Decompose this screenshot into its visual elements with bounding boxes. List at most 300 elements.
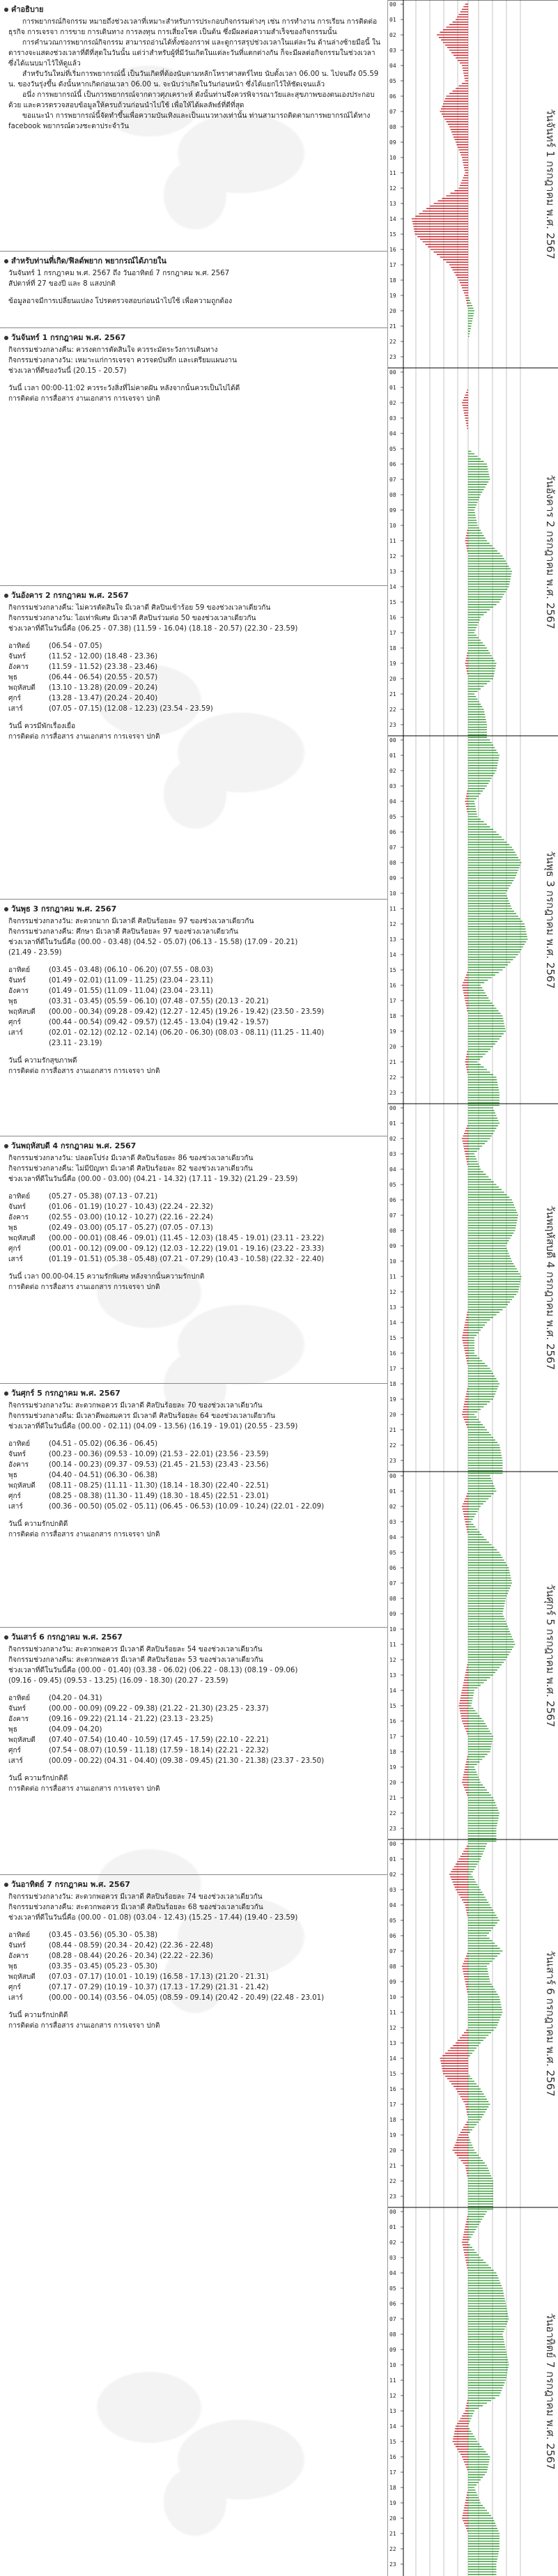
hour-tick-label: 12: [389, 553, 396, 560]
times-cell: (04.09 - 04.20): [49, 1726, 102, 1734]
day-summary-line: ช่วงเวลาที่ดีในวันนี้คือ (00.00 - 03.00) (04.21 - 14.32) (17.11 - 19.32) (21.29 - 23.59): [8, 1175, 298, 1183]
hourly-activity-chart: [388, 0, 558, 2576]
day-footer-line: การติดต่อ การสื่อสาร งานเอกสาร การเจรจา ปกติ: [8, 1067, 160, 1075]
times-cell: (00.36 - 00.50) (05.02 - 05.11) (06.45 - 06.53) (10.09 - 10.24) (22.01 - 22.09): [49, 1503, 325, 1511]
hour-tick-label: 21: [389, 691, 396, 697]
hour-tick-label: 22: [389, 1810, 396, 1817]
day-section: [0, 1874, 387, 2031]
day-summary-line: กิจกรรมช่วงกลางวัน: สะดวกมาก มีเวลาดี ศิลปินร้อยละ 97 ของช่วงเวลาเดียวกัน: [8, 918, 254, 925]
hour-tick-label: 19: [389, 661, 396, 667]
birthday-cell: พฤหัสบดี: [8, 1235, 36, 1242]
birthday-cell: เสาร์: [8, 705, 23, 713]
times-cell: (07.05 - 07.15) (12.08 - 12.23) (23.54 - 23.59): [49, 705, 213, 713]
spacer: [4, 958, 383, 965]
hour-tick-label: 03: [389, 1519, 396, 1525]
times-cell: (08.25 - 08.38) (11.30 - 11.49) (18.30 - 18.45) (22.51 - 23.01): [49, 1493, 269, 1500]
day-label: วันจันทร์ 1 กรกฎาคม พ.ศ. 2567: [544, 108, 557, 260]
hour-tick-label: 22: [389, 339, 396, 345]
hour-tick-label: 10: [389, 1258, 396, 1265]
bullet-icon: [4, 1144, 8, 1148]
hour-tick-label: 17: [389, 2101, 396, 2108]
hour-tick-label: 06: [389, 829, 396, 835]
times-cell: (00.00 - 00.01) (08.46 - 09.01) (11.45 - 12.03) (18.45 - 19.01) (23.11 - 23.22): [49, 1235, 325, 1242]
day-section: [0, 1627, 387, 1794]
day-footer-line: วันนี้ ควรมีพักเรื่องเยื่อ: [8, 723, 76, 730]
hour-tick-label: 10: [389, 890, 396, 897]
table-row: [8, 641, 383, 651]
birthday-cell: จันทร์: [8, 1451, 26, 1458]
hour-tick-label: 01: [389, 753, 396, 759]
times-cell: (08.28 - 08.44) (20.26 - 20.34) (22.22 - 22.36): [49, 1952, 213, 1960]
spacer: [4, 376, 383, 383]
day-section: [0, 1136, 387, 1293]
birthday-cell: พฤหัสบดี: [8, 1736, 36, 1744]
bullet-icon: [4, 259, 8, 263]
hour-tick-label: 22: [389, 2178, 396, 2184]
summary-line: สัปดาห์ที่ 27 ของปี และ 8 แสงปกติ: [8, 280, 116, 288]
hour-tick-label: 04: [389, 799, 396, 805]
section-title: [4, 589, 383, 601]
spacer: [4, 1185, 383, 1191]
hour-tick-label: 13: [389, 2040, 396, 2046]
day-summary-line: กิจกรรมช่วงกลางวัน: ไอเท่าพิเศษ มีเวลาดี ศิลปินร่วมต่อ 50 ของช่วงเวลาเดียวกัน: [8, 615, 256, 622]
explanation-paragraph: การพยากรณ์กิจกรรม หมายถึงช่วงเวลาที่เหมาะสำหรับการประกอบกิจกรรมต่างๆ เช่น การทำงาน การเรียน การติดต่อธุรกิจ การเจรจา การขาย การเดินทาง การลงทุน การเสี่ยงโชค เป็นต้น ซึ่งมีผลต่อความสำเร็จของกิจกรรมนั้น: [8, 18, 378, 36]
table-row: [8, 1202, 383, 1212]
hour-tick-label: 14: [389, 2423, 396, 2430]
table-row: [8, 1244, 383, 1254]
day-title: วันพุธ 3 กรกฎาคม พ.ศ. 2567: [11, 904, 117, 913]
hour-tick-label: 00: [389, 737, 396, 743]
hour-tick-label: 22: [389, 1074, 396, 1081]
birthday-times-table: [8, 1439, 383, 1512]
hour-tick-label: 11: [389, 1274, 396, 1280]
birthday-cell: อังคาร: [8, 987, 29, 995]
bullet-icon: [4, 1635, 8, 1640]
day-title: วันศุกร์ 5 กรกฎาคม พ.ศ. 2567: [11, 1389, 121, 1398]
summary-title: สำหรับท่านที่เกิด/ฟิลด์พยาก พยากรณ์ได้ภายใน: [11, 256, 166, 265]
chart-panel: [388, 0, 558, 2576]
times-cell: (08.44 - 08.59) (20.34 - 20.42) (22.36 - 22.48): [49, 1942, 213, 1950]
day-summary-line: ช่วงเวลาที่ดีในวันนี้คือ (00.00 - 01.40) (03.38 - 06.02) (06.22 - 08.13) (08.19 - 09.06): [8, 1667, 298, 1674]
explanation-title: คำอธิบาย: [11, 5, 44, 14]
table-row: [8, 1491, 383, 1502]
hour-tick-label: 06: [389, 461, 396, 468]
hour-tick-label: 07: [389, 1212, 396, 1219]
hour-tick-label: 05: [389, 814, 396, 820]
day-section: [0, 1383, 387, 1540]
section-title: [4, 902, 383, 915]
hour-tick-label: 04: [389, 431, 396, 437]
hour-tick-label: 12: [389, 185, 396, 192]
hour-tick-label: 09: [389, 875, 396, 881]
bullet-icon: [4, 8, 8, 12]
hour-tick-label: 02: [389, 1872, 396, 1878]
table-row: [8, 1470, 383, 1481]
table-row: [8, 1191, 383, 1202]
table-row: [8, 1745, 383, 1756]
day-title: วันเสาร์ 6 กรกฎาคม พ.ศ. 2567: [11, 1633, 123, 1642]
hour-tick-label: 08: [389, 124, 396, 130]
hour-tick-label: 03: [389, 783, 396, 789]
birthday-cell: พฤหัสบดี: [8, 1482, 36, 1490]
hour-tick-label: 15: [389, 967, 396, 973]
hour-tick-label: 00: [389, 1473, 396, 1479]
hour-tick-label: 12: [389, 2025, 396, 2031]
birthday-times-table: [8, 1930, 383, 2003]
times-cell: (00.44 - 00.54) (09.42 - 09.57) (12.45 - 13.04) (19.42 - 19.57): [49, 1019, 269, 1026]
birthday-cell: ศุกร์: [8, 1747, 22, 1754]
table-row: [8, 1254, 383, 1265]
times-cell: (00.00 - 00.14) (03.56 - 04.05) (08.59 - 09.14) (20.42 - 20.49) (22.48 - 23.01): [49, 1994, 325, 2002]
hour-tick-label: 23: [389, 2193, 396, 2200]
hour-tick-label: 22: [389, 2546, 396, 2552]
hour-tick-label: 10: [389, 155, 396, 161]
table-row: [8, 662, 383, 672]
hour-tick-label: 13: [389, 569, 396, 575]
bullet-icon: [4, 1883, 8, 1887]
hour-tick-label: 16: [389, 1350, 396, 1357]
hour-tick-label: 01: [389, 385, 396, 391]
times-cell: (07.54 - 08.07) (10.59 - 11.18) (17.59 - 18.14) (22.21 - 22.32): [49, 1747, 269, 1754]
spacer: [4, 1265, 383, 1272]
hour-tick-label: 07: [389, 1948, 396, 1954]
day-summary-line: กิจกรรมช่วงกลางวัน: เหมาะแก่การเจรจา ควรจดบันทึก และเตรียมแผนงาน: [8, 357, 237, 364]
hour-tick-label: 16: [389, 982, 396, 989]
hour-tick-label: 06: [389, 93, 396, 100]
birthday-cell: ศุกร์: [8, 695, 22, 702]
birthday-cell: เสาร์: [8, 1757, 23, 1765]
table-row: [8, 1017, 383, 1028]
hour-tick-label: 21: [389, 1059, 396, 1065]
hour-tick-label: 14: [389, 584, 396, 590]
hour-tick-label: 16: [389, 2086, 396, 2092]
times-cell: (07.03 - 07.17) (10.01 - 10.19) (16.58 - 17.13) (21.20 - 21.31): [49, 1973, 269, 1981]
hour-tick-label: 13: [389, 201, 396, 207]
birthday-times-table: [8, 965, 383, 1049]
spacer: [4, 1766, 383, 1773]
hour-tick-label: 05: [389, 78, 396, 84]
birthday-times-table: [8, 1693, 383, 1766]
hour-tick-label: 23: [389, 1090, 396, 1096]
hour-tick-label: 19: [389, 1028, 396, 1035]
table-row: [8, 1930, 383, 1941]
hour-tick-label: 09: [389, 1611, 396, 1617]
day-footer-line: วันนี้ ความรักปกติดี: [8, 1520, 68, 1528]
hour-tick-label: 10: [389, 1626, 396, 1633]
day-summary-line: กิจกรรมช่วงกลางคืน: มีเวลาดีพอสมควร มีเวลาดี ศิลปินร้อยละ 64 ของช่วงเวลาเดียวกัน: [8, 1412, 275, 1420]
hour-tick-label: 18: [389, 1749, 396, 1755]
hour-tick-label: 20: [389, 308, 396, 314]
section-title: [4, 1387, 383, 1399]
hour-tick-label: 09: [389, 139, 396, 146]
day-footer-line: วันนี้ ความรักปกติดี: [8, 2012, 68, 2019]
birthday-cell: จันทร์: [8, 1203, 26, 1211]
times-cell: (02.49 - 03.00) (05.17 - 05.27) (07.05 - 07.13): [49, 1224, 213, 1232]
hour-tick-label: 06: [389, 2301, 396, 2307]
hour-tick-label: 08: [389, 1596, 396, 1602]
table-row: [8, 1941, 383, 1951]
times-cell: (03.45 - 03.48) (06.10 - 06.20) (07.55 - 08.03): [49, 966, 213, 974]
hour-tick-label: 13: [389, 936, 396, 943]
hour-tick-label: 11: [389, 538, 396, 544]
hour-tick-label: 23: [389, 1826, 396, 1832]
hour-tick-label: 23: [389, 722, 396, 728]
hour-tick-label: 06: [389, 1565, 396, 1571]
birthday-cell: เสาร์: [8, 1029, 23, 1037]
hour-tick-label: 08: [389, 1964, 396, 1970]
birthday-cell: อาทิตย์: [8, 1440, 31, 1448]
hour-tick-label: 04: [389, 63, 396, 69]
table-row: [8, 1212, 383, 1223]
times-cell: (02.55 - 03.00) (10.12 - 10.27) (22.16 - 22.24): [49, 1214, 213, 1221]
hour-tick-label: 20: [389, 676, 396, 682]
hour-tick-label: 05: [389, 2285, 396, 2292]
table-row: [8, 1007, 383, 1017]
times-cell: (03.45 - 03.56) (05.30 - 05.38): [49, 1931, 158, 1939]
birthday-cell: ศุกร์: [8, 1493, 22, 1500]
day-footer-line: การติดต่อ การสื่อสาร งานเอกสาร การเจรจา ปกติ: [8, 2022, 160, 2030]
hour-tick-label: 19: [389, 293, 396, 299]
day-title: วันพฤหัสบดี 4 กรกฎาคม พ.ศ. 2567: [11, 1141, 137, 1150]
times-cell: (01.19 - 01.51) (05.38 - 05.48) (07.21 - 07.29) (10.43 - 10.58) (22.32 - 22.40): [49, 1256, 325, 1263]
hour-tick-label: 07: [389, 1580, 396, 1587]
table-row: [8, 1961, 383, 1972]
hour-tick-label: 05: [389, 1550, 396, 1556]
birthday-cell: อังคาร: [8, 1214, 29, 1221]
explanation-paragraph: การคำนวณการพยากรณ์กิจกรรม สามารถอ่านได้ทั้งช่องกราฟ และดูการสรุปช่วงเวลาในแต่ละวัน ด้านล่างซ้ายมือนี้ ในตารางจะแสดงช่วงเวลาที่ดีที่สุดในวันนั้น แต่ว่าสำหรับผู้ที่มีวันเกิดในแต่ละวันที่แตกต่างกัน ก็จะมีผลต่อกิจกรรมในช่วงเวลา ซึ่งได้แนบมาไว้ให้ดูแล้ว: [8, 39, 380, 68]
hour-tick-label: 17: [389, 1366, 396, 1372]
hour-tick-label: 02: [389, 400, 396, 406]
section-title: [4, 1878, 383, 1890]
table-row: [8, 1233, 383, 1244]
table-row: [8, 1693, 383, 1704]
birthday-cell: พฤหัสบดี: [8, 1008, 36, 1016]
day-title: วันอังคาร 2 กรกฎาคม พ.ศ. 2567: [11, 591, 129, 600]
times-cell: (08.11 - 08.25) (11.11 - 11.30) (18.14 - 18.30) (22.40 - 22.51): [49, 1482, 269, 1490]
day-summary-line: กิจกรรมช่วงกลางวัน: ปลอดโปร่ง มีเวลาดี ศิลปินร้อยละ 86 ของช่วงเวลาเดียวกัน: [8, 1155, 254, 1162]
hour-tick-label: 17: [389, 998, 396, 1004]
hour-tick-label: 02: [389, 32, 396, 38]
times-cell: (09.16 - 09.22) (21.14 - 21.22) (23.13 - 23.25): [49, 1715, 213, 1723]
hour-tick-label: 12: [389, 1657, 396, 1663]
hour-tick-label: 08: [389, 860, 396, 866]
day-footer-line: การติดต่อ การสื่อสาร งานเอกสาร การเจรจา ปกติ: [8, 1785, 160, 1793]
hour-tick-label: 14: [389, 1320, 396, 1326]
table-row: [8, 1449, 383, 1460]
spacer: [4, 1512, 383, 1519]
birthday-cell: จันทร์: [8, 977, 26, 985]
birthday-cell: ศุกร์: [8, 1245, 22, 1253]
hour-tick-label: 16: [389, 247, 396, 253]
hour-tick-label: 09: [389, 1979, 396, 1985]
day-label: วันเสาร์ 6 กรกฎาคม พ.ศ. 2567: [544, 1950, 557, 2097]
hour-tick-label: 22: [389, 1442, 396, 1449]
hour-tick-label: 03: [389, 415, 396, 422]
day-footer-line: วันนี้ ความรักปกติดี: [8, 1775, 68, 1782]
times-cell: (13.10 - 13.28) (20.09 - 20.24): [49, 684, 158, 692]
day-summary-line: กิจกรรมช่วงกลางวัน: สะดวกพอควร มีเวลาดี ศิลปินร้อยละ 70 ของช่วงเวลาเดียวกัน: [8, 1402, 263, 1410]
times-cell: (11.59 - 11.52) (23.38 - 23.46): [49, 663, 158, 671]
times-cell: (00.00 - 00.09) (09.22 - 09.38) (21.22 - 21.30) (23.25 - 23.37): [49, 1705, 269, 1713]
times-cell: (00.09 - 00.22) (04.31 - 04.40) (09.38 - 09.45) (21.30 - 21.38) (23.37 - 23.50): [49, 1757, 325, 1765]
hour-tick-label: 03: [389, 1151, 396, 1157]
hour-tick-label: 20: [389, 1780, 396, 1786]
day-footer-line: การติดต่อ การสื่อสาร งานเอกสาร การเจรจา ปกติ: [8, 1283, 160, 1291]
hour-tick-label: 11: [389, 170, 396, 176]
table-row: [8, 996, 383, 1007]
bullet-icon: [4, 336, 8, 340]
day-title: วันจันทร์ 1 กรกฎาคม พ.ศ. 2567: [11, 333, 126, 342]
times-cell: (01.49 - 02.01) (11.09 - 11.25) (23.04 - 23.11): [49, 977, 213, 985]
birthday-cell: เสาร์: [8, 1503, 23, 1511]
hour-tick-label: 12: [389, 2393, 396, 2399]
hour-tick-label: 21: [389, 1795, 396, 1801]
hour-tick-label: 11: [389, 906, 396, 912]
hour-tick-label: 16: [389, 615, 396, 621]
hour-tick-label: 10: [389, 1994, 396, 2000]
summary-note: ข้อมูลอาจมีการเปลี่ยนแปลง โปรดตรวจสอบก่อนนำไปใช้ เพื่อความถูกต้อง: [8, 298, 233, 305]
birthday-cell: พุธ: [8, 1726, 17, 1734]
times-cell: (01.06 - 01.19) (10.27 - 10.43) (22.24 - 22.32): [49, 1203, 213, 1211]
hour-tick-label: 20: [389, 1412, 396, 1418]
hour-tick-label: 02: [389, 2239, 396, 2246]
hour-tick-label: 11: [389, 2377, 396, 2384]
hour-tick-label: 00: [389, 2209, 396, 2215]
hour-tick-label: 11: [389, 2010, 396, 2016]
birthday-cell: ศุกร์: [8, 1019, 22, 1026]
times-cell: (06.54 - 07.05): [49, 642, 102, 650]
spacer: [4, 289, 383, 296]
hour-tick-label: 20: [389, 2147, 396, 2154]
spacer: [4, 1686, 383, 1693]
watermark-emblem: [42, 2334, 348, 2543]
birthday-cell: อาทิตย์: [8, 1193, 31, 1201]
hour-tick-label: 21: [389, 323, 396, 330]
hour-tick-label: 21: [389, 2163, 396, 2169]
hour-tick-label: 10: [389, 2362, 396, 2368]
hour-tick-label: 09: [389, 507, 396, 514]
hour-tick-label: 21: [389, 1427, 396, 1433]
day-summary-line: (09.16 - 09.45) (09.53 - 13.25) (16.09 - 18.30) (20.27 - 23.59): [8, 1677, 228, 1685]
explanation-paragraph: ขอแนะนำ การพยากรณ์นี้จัดทำขึ้นเพื่อความบันเทิงและเป็นแนวทางเท่านั้น ท่านสามารถติดตามการพยากรณ์ได้ทาง facebook พยากรณ์ดวงชะตาประจำวัน: [8, 112, 371, 130]
hour-tick-label: 18: [389, 1381, 396, 1387]
bullet-icon: [4, 594, 8, 598]
hour-tick-label: 19: [389, 2500, 396, 2506]
hour-tick-label: 13: [389, 1672, 396, 1679]
birthday-cell: จันทร์: [8, 1942, 26, 1950]
day-summary-line: (21.49 - 23.59): [8, 949, 62, 957]
table-row: [8, 1725, 383, 1735]
birthday-cell: เสาร์: [8, 1256, 23, 1263]
table-row: [8, 1982, 383, 1993]
day-label: วันอาทิตย์ 7 กรกฎาคม พ.ศ. 2567: [544, 2313, 557, 2470]
hour-tick-label: 15: [389, 231, 396, 238]
times-cell: (03.35 - 03.45) (05.23 - 05.30): [49, 1963, 158, 1970]
table-row: [8, 1704, 383, 1714]
table-row: [8, 986, 383, 996]
hour-tick-label: 05: [389, 1918, 396, 1924]
birthday-cell: อังคาร: [8, 663, 29, 671]
day-summary-line: ช่วงเวลาที่ดีในวันนี้คือ (06.25 - 07.38) (11.59 - 16.04) (18.18 - 20.57) (22.30 - 23.59): [8, 625, 298, 633]
birthday-cell: อาทิตย์: [8, 966, 31, 974]
hour-tick-label: 13: [389, 2408, 396, 2414]
times-cell: (13.28 - 13.47) (20.24 - 20.40): [49, 695, 158, 702]
hour-tick-label: 01: [389, 17, 396, 23]
hour-tick-label: 23: [389, 2561, 396, 2568]
hour-tick-label: 19: [389, 1764, 396, 1771]
hour-tick-label: 06: [389, 1197, 396, 1203]
times-cell: (11.52 - 12.00) (18.48 - 23.36): [49, 653, 158, 661]
hour-tick-label: 15: [389, 1335, 396, 1341]
section-title: [4, 254, 383, 267]
table-row: [8, 1972, 383, 1982]
day-label: วันพฤหัสบดี 4 กรกฎาคม พ.ศ. 2567: [544, 1205, 557, 1371]
birthday-cell: พุธ: [8, 998, 17, 1005]
hour-tick-label: 11: [389, 1642, 396, 1648]
hour-tick-label: 02: [389, 1136, 396, 1142]
hour-tick-label: 15: [389, 599, 396, 606]
hour-tick-label: 04: [389, 1902, 396, 1908]
hour-tick-label: 18: [389, 1013, 396, 1019]
hour-tick-label: 07: [389, 2316, 396, 2322]
table-row: [8, 975, 383, 986]
times-cell: (07.17 - 07.29) (10.19 - 10.37) (17.13 - 17.29) (21.31 - 21.42): [49, 1984, 269, 1991]
day-section: [0, 585, 387, 742]
hour-tick-label: 12: [389, 921, 396, 927]
hour-tick-label: 21: [389, 2531, 396, 2537]
explanation-paragraph: อนึ่ง การพยากรณ์นี้ เป็นการพยากรณ์จากดาวศุภเคราะห์ ดังนั้นท่านจึงควรพิจารณาวัยและสุขภาพของตนเองประกอบด้วย และควรตรวจสอบข้อมูลให้ครบถ้วนก่อนนำไปใช้ เพื่อให้ได้ผลลัพธ์ที่ดีที่สุด: [8, 91, 375, 109]
birthday-cell: อังคาร: [8, 1715, 29, 1723]
table-row: [8, 704, 383, 714]
times-cell: (00.23 - 00.36) (09.53 - 10.09) (21.53 - 22.01) (23.56 - 23.59): [49, 1451, 269, 1458]
table-row: [8, 1038, 383, 1049]
table-row: [8, 693, 383, 704]
bullet-icon: [4, 907, 8, 911]
table-row: [8, 1714, 383, 1725]
times-cell: (04.51 - 05.02) (06.36 - 06.45): [49, 1440, 158, 1448]
day-summary-line: กิจกรรมช่วงกลางวัน: สะดวกพอควร มีเวลาดี ศิลปินร้อยละ 74 ของช่วงเวลาเดียวกัน: [8, 1893, 263, 1901]
day-summary-line: กิจกรรมช่วงกลางคืน: ไม่มีปัญหา มีเวลาดี ศิลปินร้อยละ 82 ของช่วงเวลาเดียวกัน: [8, 1165, 253, 1173]
explanation-section: [0, 0, 387, 132]
summary-section: [0, 251, 387, 307]
section-title: [4, 3, 383, 15]
hour-tick-label: 18: [389, 277, 396, 284]
birthday-cell: อาทิตย์: [8, 642, 31, 650]
times-cell: (06.44 - 06.54) (20.55 - 20.57): [49, 674, 158, 681]
hour-tick-label: 06: [389, 1933, 396, 1939]
hour-tick-label: 10: [389, 523, 396, 529]
table-row: [8, 1028, 383, 1038]
day-summary-line: ช่วงเวลาที่ดีในวันนี้คือ (00.00 - 02.11) (04.09 - 13.56) (16.19 - 19.01) (20.55 - 23.59): [8, 1423, 298, 1430]
spacer: [4, 634, 383, 641]
day-footer-line: การติดต่อ การสื่อสาร งานเอกสาร การเจรจา ปกติ: [8, 733, 160, 741]
birthday-cell: อาทิตย์: [8, 1695, 31, 1702]
hour-tick-label: 23: [389, 1458, 396, 1464]
explanation-paragraph: สำหรับวันใหม่ที่เริ่มการพยากรณ์นี้ เป็นวันเกิดที่ต้องนับตามหลักโหราศาสตร์ไทย นับตั้งเวลา 06.00 น. ไปจนถึง 05.59 น. ของวันรุ่งขึ้น ดังนั้นหากเกิดก่อนเวลา 06.00 น. จะนับว่าเกิดในวันก่อนหน้า ซึ่งได้แยกไว้ให้ชัดเจนแล้ว: [8, 70, 379, 88]
hour-tick-label: 01: [389, 1488, 396, 1495]
hour-tick-label: 15: [389, 2071, 396, 2077]
hour-tick-label: 05: [389, 1182, 396, 1188]
spacer: [4, 2003, 383, 2010]
table-row: [8, 1460, 383, 1470]
hour-tick-label: 08: [389, 492, 396, 498]
hour-tick-label: 14: [389, 952, 396, 958]
hour-tick-label: 00: [389, 1, 396, 8]
times-cell: (05.27 - 05.38) (07.13 - 07.21): [49, 1193, 158, 1201]
hour-tick-label: 01: [389, 1120, 396, 1127]
hour-tick-label: 05: [389, 446, 396, 452]
table-row: [8, 672, 383, 683]
